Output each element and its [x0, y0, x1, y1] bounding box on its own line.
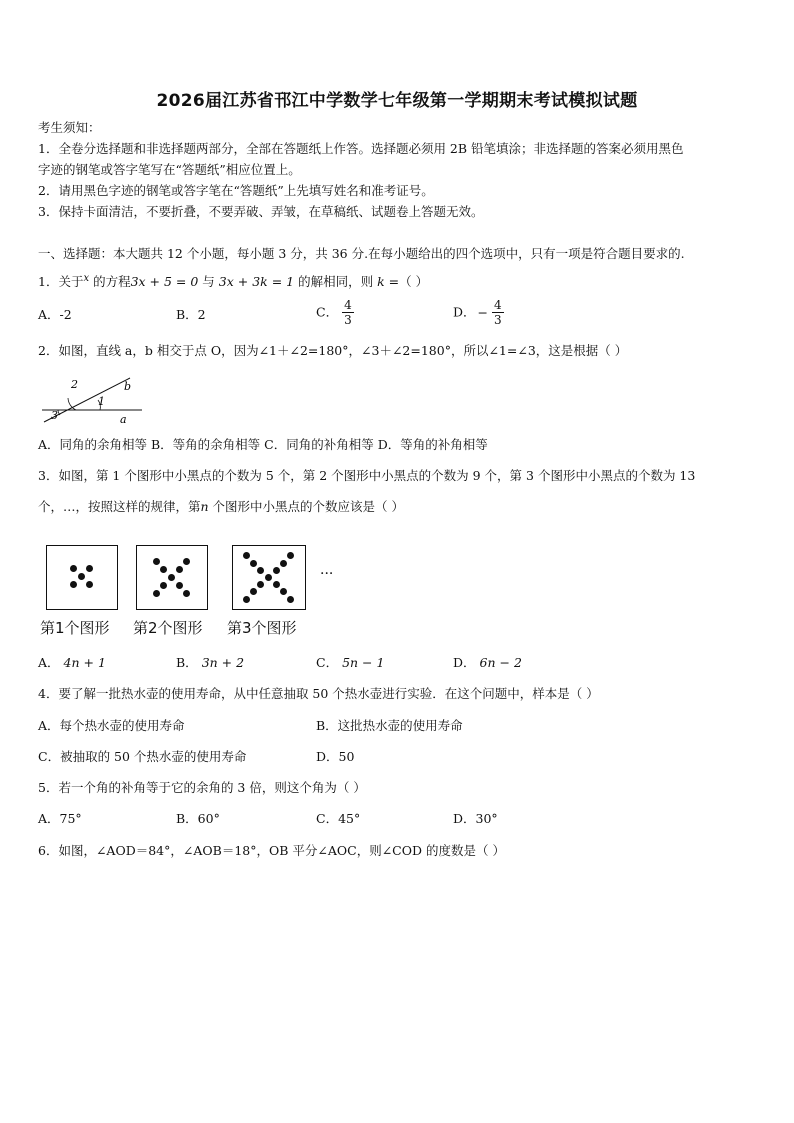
dot: [183, 590, 190, 597]
notice-heading: 考生须知：: [38, 120, 101, 135]
q1-c-fraction: [342, 298, 354, 327]
q1-option-a: A．-2: [38, 307, 72, 322]
dot: [160, 582, 167, 589]
question-3-stem-2: [38, 499, 404, 515]
dot: [257, 581, 264, 588]
dot: [265, 574, 272, 581]
q3-b-expr: 3n + 2: [201, 655, 245, 670]
dot: [250, 588, 257, 595]
q3-figure-3-label: 第3个图形: [227, 619, 297, 637]
q3-figure-2: [136, 545, 208, 610]
q4-option-a: A．每个热水壶的使用寿命: [38, 718, 185, 733]
q2-options: A．同角的余角相等 B．等角的余角相等 C．同角的补角相等 D．等角的补角相等: [38, 437, 488, 452]
q1-d-den: 3: [494, 313, 502, 327]
dot: [160, 566, 167, 573]
q3-a-label: A．: [38, 655, 60, 670]
question-1-stem: [38, 271, 428, 290]
dot: [153, 558, 160, 565]
dot: [176, 582, 183, 589]
q3-c-label: C．: [316, 655, 339, 670]
section-heading: 一、选择题：本大题共 12 个小题，每小题 3 分，共 36 分.在每小题给出的四个选项中，只有一项是符合题目要求的.: [38, 246, 685, 261]
q5-option-a: A．75°: [38, 811, 82, 826]
q3-figure-1-label: 第1个图形: [40, 619, 110, 637]
question-5-stem: 5．若一个角的补角等于它的余角的 3 倍，则这个角为（ ）: [38, 780, 366, 795]
q1-paren: （ ）: [399, 274, 429, 290]
q5-option-b: B．60°: [176, 811, 220, 826]
dot: [86, 581, 93, 588]
dot: [273, 567, 280, 574]
dot: [78, 573, 85, 580]
q4-option-c: C．被抽取的 50 个热水壶的使用寿命: [38, 749, 247, 764]
dot: [287, 552, 294, 559]
q3-stem2-var: n: [200, 499, 209, 514]
q1-c-num: 4: [344, 298, 352, 312]
q1-mid: 的方程: [89, 274, 131, 290]
q1-option-b: B．2: [176, 307, 206, 322]
dot: [153, 590, 160, 597]
q1-option-c: [316, 298, 354, 327]
q3-b-label: B．: [176, 655, 198, 670]
dot: [70, 565, 77, 572]
q1-d-num: 4: [494, 298, 502, 312]
label-a: a: [120, 413, 127, 424]
q1-option-d: [453, 298, 504, 327]
q2-angle-figure: [38, 374, 148, 424]
q4-option-b: B．这批热水壶的使用寿命: [316, 718, 463, 733]
dot: [280, 560, 287, 567]
dot: [86, 565, 93, 572]
dot: [243, 596, 250, 603]
q3-a-expr: 4n + 1: [63, 655, 106, 670]
dot: [280, 588, 287, 595]
notice-item-1a: 1．全卷分选择题和非选择题两部分，全部在答题纸上作答。选择题必须用 2B 铅笔填涂；非选择题的答案必须用黑色: [38, 141, 684, 156]
dot: [257, 567, 264, 574]
q4-option-d: D．50: [316, 749, 355, 764]
q3-figure-1: [46, 545, 118, 610]
q1-var: x: [83, 273, 90, 284]
q1-d-label: D．: [453, 304, 476, 320]
q3-option-a: [38, 655, 106, 671]
dot: [250, 560, 257, 567]
question-4-stem: 4．要了解一批热水壶的使用寿命，从中任意抽取 50 个热水壶进行实验．在这个问题中，样本是（ ）: [38, 686, 599, 701]
q1-and: 与: [198, 274, 219, 290]
q3-figure-2-label: 第2个图形: [133, 619, 203, 637]
dot: [168, 574, 175, 581]
notice-item-3: 3．保持卡面清洁，不要折叠，不要弄破、弄皱，在草稿纸、试题卷上答题无效。: [38, 204, 484, 219]
q1-d-fraction: [492, 298, 504, 327]
notice-item-2: 2．请用黑色字迹的钢笔或答字笔在“答题纸”上先填写姓名和准考证号。: [38, 183, 434, 198]
q3-c-expr: 5n − 1: [342, 655, 385, 670]
dot: [70, 581, 77, 588]
dot: [183, 558, 190, 565]
notice-item-1b: 字迹的钢笔或答字笔写在“答题纸”相应位置上。: [38, 162, 301, 177]
q3-stem2-pre: 个，…，按照这样的规律，第: [38, 499, 201, 514]
q1-post: 的解相同，则: [294, 274, 378, 290]
q3-option-c: [316, 655, 384, 671]
q3-option-b: [176, 655, 244, 671]
question-2-stem: 2．如图，直线 a，b 相交于点 O，因为∠1＋∠2=180°，∠3＋∠2=180°，所以∠1=∠3，这是根据（ ）: [38, 343, 628, 358]
question-3-stem-1: 3．如图，第 1 个图形中小黑点的个数为 5 个，第 2 个图形中小黑点的个数为 9 个，第 3 个图形中小黑点的个数为 13: [38, 468, 696, 483]
dot: [243, 552, 250, 559]
dot: [287, 596, 294, 603]
q1-pre: 1．关于: [38, 274, 84, 290]
label-2: 2: [71, 378, 78, 391]
q3-figure-3: [232, 545, 306, 610]
q1-eq1: 3x + 5 = 0: [130, 274, 199, 290]
q3-option-d: [453, 655, 522, 671]
q1-c-den: 3: [344, 313, 352, 327]
q1-k: k =: [377, 274, 400, 290]
q1-d-sign: −: [477, 304, 489, 320]
q3-d-label: D．: [453, 655, 476, 670]
q3-ellipsis: ···: [320, 566, 334, 582]
dot: [176, 566, 183, 573]
label-b: b: [124, 380, 132, 393]
label-3: 3: [51, 409, 58, 422]
q3-d-expr: 6n − 2: [479, 655, 522, 670]
q1-eq2: 3x + 3k = 1: [218, 274, 295, 290]
q1-c-label: C．: [316, 304, 339, 320]
q3-stem2-post: 个图形中小黑点的个数应该是（ ）: [208, 499, 405, 514]
dot: [273, 581, 280, 588]
q5-option-c: C．45°: [316, 811, 361, 826]
page-title: 2026届江苏省邗江中学数学七年级第一学期期末考试模拟试题: [156, 91, 638, 111]
label-1: 1: [98, 395, 105, 408]
question-6-stem: 6．如图，∠AOD＝84°，∠AOB＝18°，OB 平分∠AOC，则∠COD 的度数是（ ）: [38, 843, 505, 858]
q5-option-d: D．30°: [453, 811, 498, 826]
